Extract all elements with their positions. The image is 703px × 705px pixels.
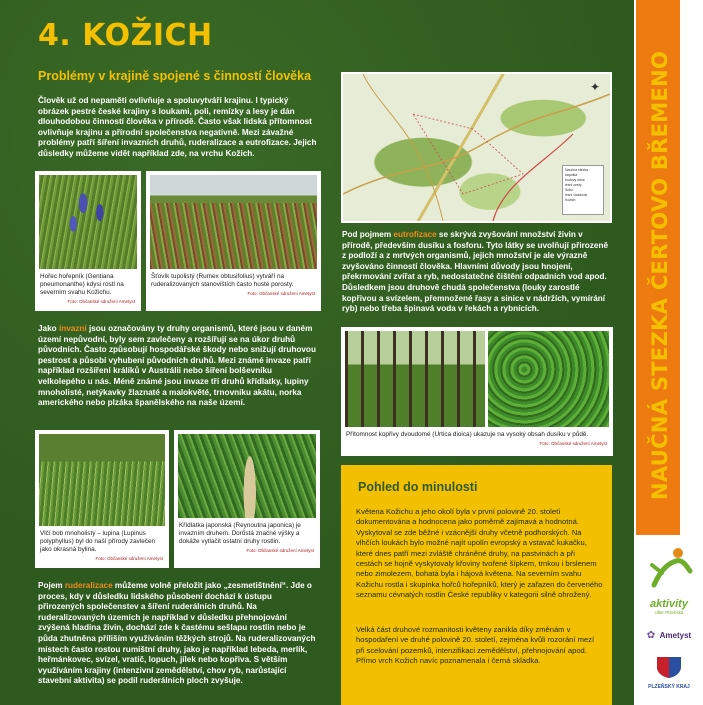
plzen-logo: PLZEŇSKÝ KRAJ	[640, 655, 698, 695]
lupine-image	[39, 434, 165, 526]
photo-dock	[146, 171, 321, 311]
eutro-text: Pod pojmem eutrofizace se skrývá zvyšování množství živin v přírodě, především dusíku a fosforu. Tyto látky se uvolňují přirozeně z podloží a z mrtvých organismů, jejich množství je ale výrazně zvyšováno činností člověka. Hlavními důvody jsou hnojení, překrmování zvířat a ryb, nedostatečné čištění odpadních vod apod. Důsledkem jsou druhově chudá společenstva (louky zarostlé kopřivou a svízelem, přemnožené řasy a sinice v nádržích, vymírání ryb) nebo třeba špinavá voda v řekách a rybnících.	[342, 230, 608, 314]
history-text-2: Velká část druhové rozmanitosti květeny zanikla díky změnám v hospodaření ve druhé polovině 20. století, zejména kvůli rozorání mezí při scelování pozemků, intenzifikaci zemědělství, přehnojování apod. Přímo vrch Kožich navíc poznamenala i černá skládka.	[356, 625, 595, 666]
term-ruderal: ruderalizace	[64, 581, 113, 590]
photo-lupine	[35, 430, 169, 568]
invasive-text: Jako invazní jsou označovány ty druhy organismů, které jsou v daném území nepůvodní, byly sem zavlečeny a rozšířují se na úkor druhů původních. Často způsobují hospodářské škody nebo snižují druhovou pestrost a působí vyhubení původních druhů. Mezi známé invaze patří například rozšíření králíků v Austrálii nebo šíření bolševníku velkolepého u nás. Méně známé jsou invaze tří druhů křídlatky, lupiny mnoholisté, netýkavky žlaznaté a malokvěté, trnovníku akátu, norka amerického nebo plzáka španělského na naše území.	[38, 324, 316, 408]
aktivity-figure-icon	[644, 545, 694, 593]
photo-gentian	[35, 171, 141, 311]
photo-credit: Foto: Občanské sdružení Ametyst	[246, 548, 314, 553]
history-box	[341, 465, 612, 705]
aktivity-logo: aktivity ciller Plzeňska	[640, 545, 698, 619]
knotweed-image	[178, 434, 316, 518]
term-invasive: invazní	[58, 324, 87, 333]
trail-title: NAUČNÁ STEZKA ČERTOVO BŘEMENO	[648, 50, 672, 500]
forest-image	[345, 331, 485, 427]
nettle-image	[488, 331, 609, 427]
photo-caption: Šťovík tupolistý (Rumex obtusifolius) vytváří na ruderalizovaných stanovištích často husté porosty.	[151, 273, 294, 288]
map-legend: Naučná stezka kapotka budovy obce lesní cesty Sídlo lesní vlastnost Kožich	[562, 165, 604, 215]
photo-caption: Přítomnost kopřivy dvoudomé (Urtica dioica) ukazuje na vysoký obsah dusíku v půdě.	[346, 431, 589, 438]
photo-caption: Hořec hořepník (Gentiana pneumonanthe) kdysi rostl na severním svahu Kožichu.	[40, 273, 124, 296]
section-heading: Problémy v krajině spojené s činností člověka	[38, 69, 312, 83]
photo-credit: Foto: Občanské sdružení Ametyst	[95, 556, 163, 561]
gentian-image	[39, 175, 137, 269]
ametyst-logo: ✿ Ametyst	[646, 630, 692, 641]
history-heading: Pohled do minulosti	[358, 480, 478, 494]
nettle-images	[345, 331, 609, 427]
dock-image	[150, 175, 317, 269]
north-arrow-icon: ✦	[589, 80, 600, 94]
photo-credit: Foto: Občanské sdružení Ametyst	[247, 291, 315, 296]
photo-credit: Foto: Občanské sdružení Ametyst	[67, 299, 135, 304]
term-eutro: eutrofizace	[393, 230, 437, 239]
photo-caption: Křídlatka japonská (Reynoutria japonica) je invazním druhem. Dorůstá značné výšky a dokáže vytlačit ostatní druhy rostlin.	[179, 522, 301, 545]
history-text-1: Květena Kožichu a jeho okolí byla v první polovině 20. století dokumentována a hodnocena jako poměrně zajímavá a hodnotná. Vyskytoval se zde běžné i vzácnější druhy včetně podhorských. Na vlhčích loukách bylo možné najít upolín evropský a vstavač kukačku, které dnes patří mezi zvláště chráněné druhy, na pastvinách a při cestách se hojně vyskytovaly křoviny tvořené šípkem, trnkou i brslenem nebo zimolezem, bohatá byla i hájová květena. Na severním svahu Kožichu rostla i skupinka hořců hořepníků, který je zařazen do červeného seznamu cévnatých rostlin České republiky v kategorii silně ohrožený.	[356, 507, 603, 600]
plzen-crest-icon	[655, 655, 683, 679]
photo-nettle	[341, 327, 613, 456]
photo-caption: Vlčí bob mnoholistý – lupina (Lupinus polyphyllus) byl do naší přírody zavlečen jako okrasná bylina.	[40, 530, 156, 553]
photo-credit: Foto: Občanské sdružení Ametyst	[539, 441, 607, 446]
ruderal-text: Pojem ruderalizace můžeme volně přeložit jako „zesmetištnění“. Jde o proces, kdy v důsledku lidského působení dochází k ústupu přirozených společenstev a šíření ruderálních druhů. Na ruderalizovaných územích je například v důsledku přehnojování zvýšená hladina živin, dochází zde k častému sešlapu rostlin nebo je půda zhutněna příliším využíváním těžkých strojů. Na ruderalizovaných místech často rostou rumištní druhy, jako je například lebeda, merlík, heřmánkovec, svízel, vratič, lopuch, jílek nebo kopřiva. S větším využíváním krajiny (intenzivní zemědělství, chov ryb, narůstající stavební aktivita) se podíl ruderálních ploch zvyšuje.	[38, 581, 316, 686]
map	[341, 72, 612, 223]
photo-knotweed	[174, 430, 320, 568]
page-title: 4. KOŽICH	[38, 18, 213, 53]
intro-text: Člověk už od nepaměti ovlivňuje a spoluvytváří krajinu. I typický obrázek pestré české krajiny s loukami, poli, remízky a lesy je dán dlouhodobou činností člověka v přírodě. Často však lidská přítomnost ovlivňuje krajinu a přírodní společenstva negativně. Mezi závažné problémy patří šíření invazních druhů, ruderalizace a eutrofizace. Jejich důsledky můžeme vidět například zde, na vrchu Kožich.	[38, 96, 317, 158]
ametyst-icon: ✿	[646, 630, 656, 641]
